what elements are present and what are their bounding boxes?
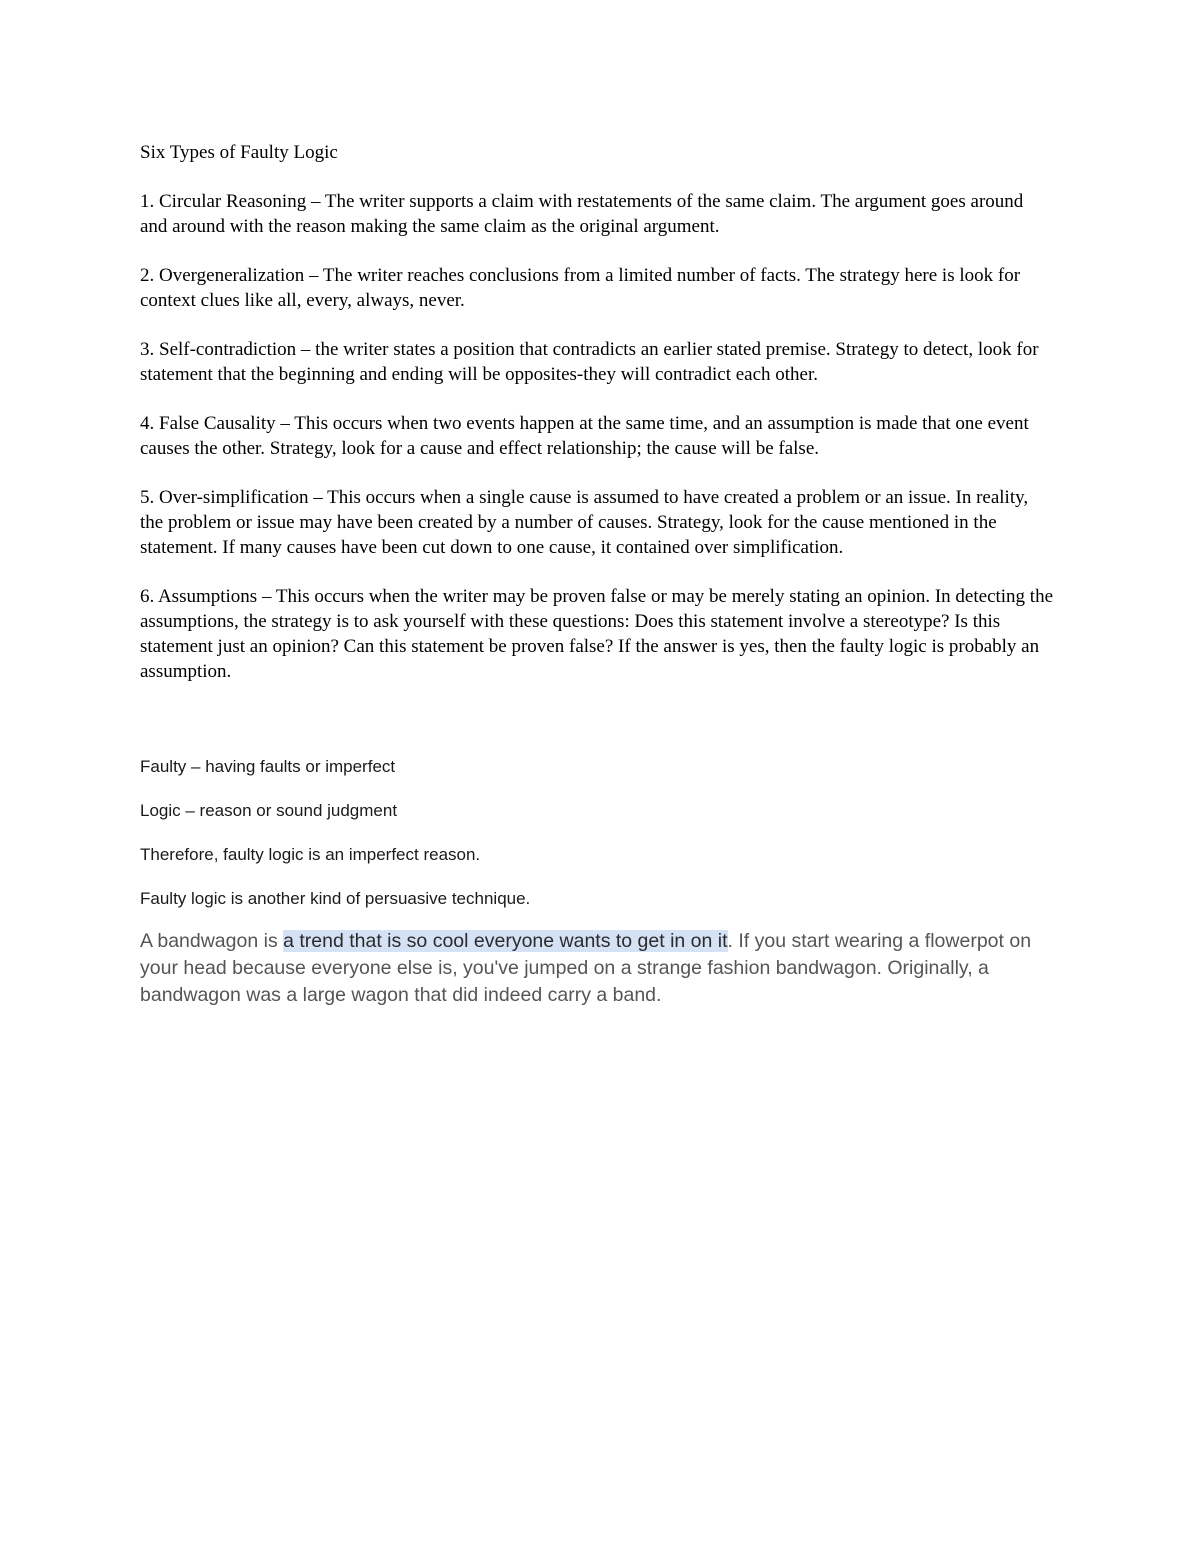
bandwagon-continuation: . If you start wearing a flowerpot on your head because everyone else is, you've jumped on a strange fashion bandwagon. Originally, a bandwagon was a large wagon that did indeed carry a band.: [140, 930, 1032, 1006]
definition-persuasive-technique: Faulty logic is another kind of persuasive technique.: [140, 889, 531, 908]
section-spacer: [140, 708, 1055, 756]
bandwagon-paragraph: [140, 928, 1055, 1009]
faulty-logic-item-over-simplification: 5. Over-simplification – This occurs when a single cause is assumed to have created a problem or an issue. In reality, the problem or issue may have been created by a number of causes. Strategy, look for the cause mentioned in the statement. If many causes have been cut down to one cause, it contained over simplification.: [140, 487, 1029, 558]
faulty-logic-item-false-causality: 4. False Causality – This occurs when two events happen at the same time, and an assumption is made that one event causes the other. Strategy, look for a cause and effect relationship; the cause will be false.: [140, 413, 1029, 459]
faulty-logic-item-circular-reasoning: 1. Circular Reasoning – The writer supports a claim with restatements of the same claim. The argument goes around and around with the reason making the same claim as the original argument.: [140, 191, 1024, 237]
faulty-logic-item-self-contradiction: 3. Self-contradiction – the writer states a position that contradicts an earlier stated premise. Strategy to detect, look for statement that the beginning and ending will be opposites-they will contradict each other.: [140, 339, 1039, 385]
faulty-logic-item-assumptions: 6. Assumptions – This occurs when the writer may be proven false or may be merely stating an opinion. In detecting the assumptions, the strategy is to ask yourself with these questions: Does this statement involve a stereotype? Is this statement just an opinion? Can this statement be proven false? If the answer is yes, then the faulty logic is probably an assumption.: [140, 586, 1054, 682]
bandwagon-intro: A bandwagon is: [140, 930, 284, 952]
bandwagon-highlighted-definition[interactable]: a trend that is so cool everyone wants to get in on it: [283, 930, 728, 952]
document-page: [140, 140, 1055, 1009]
document-title: Six Types of Faulty Logic: [140, 142, 338, 163]
definition-conclusion: Therefore, faulty logic is an imperfect reason.: [140, 845, 481, 864]
definition-faulty: Faulty – having faults or imperfect: [140, 757, 396, 776]
definition-logic: Logic – reason or sound judgment: [140, 801, 398, 820]
faulty-logic-item-overgeneralization: 2. Overgeneralization – The writer reaches conclusions from a limited number of facts. The strategy here is look for context clues like all, every, always, never.: [140, 265, 1021, 311]
